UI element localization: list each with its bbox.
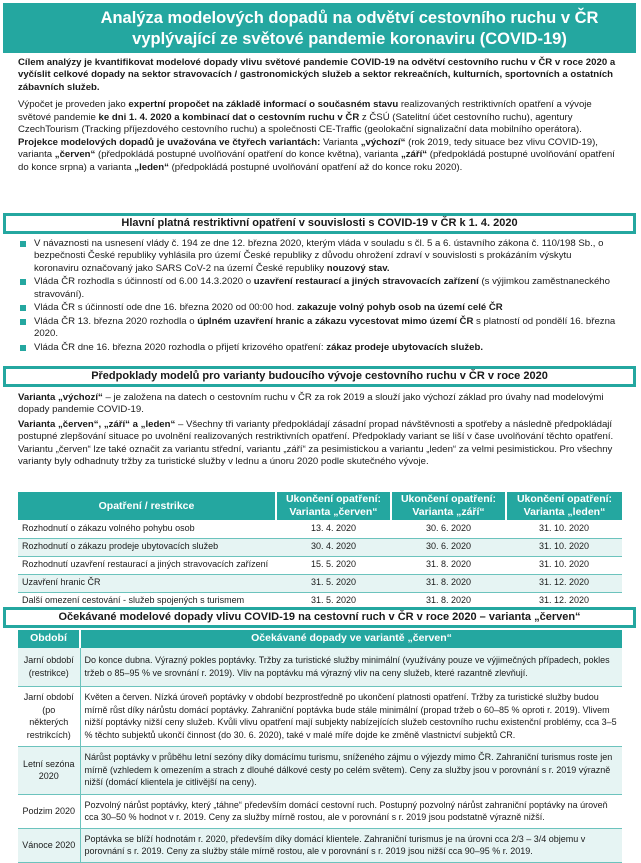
impact-cell: Pozvolný nárůst poptávky, který „táhne“ především domácí cestovní ruch. Postupný pozvolný nárůst zahraniční poptávky na úroveň cca 30–50 % hodnot v r. 2019. Ceny za služby mírně rostou, ale v porovnání s r. 2019 jsou podstatně výrazně nižší. <box>80 794 622 828</box>
t: nouzový stav. <box>326 262 390 274</box>
t: zákaz prodeje ubytovacích služeb. <box>326 341 484 353</box>
table-row <box>18 556 622 574</box>
t: Projekce modelových dopadů je uvažována ve čtyřech variantách: <box>18 136 321 148</box>
cell: Uzavření hranic ČR <box>18 574 276 592</box>
col-header: Opatření / restrikce <box>18 492 276 520</box>
table-row <box>18 574 622 592</box>
title-line-2: vyplývající ze světové pandemie koronaviru (COVID-19) <box>132 30 567 48</box>
cell: 31. 10. 2020 <box>506 538 622 556</box>
assumption-baseline <box>18 392 618 417</box>
t: z ČSÚ (Satelitní účet cestovního ruchu), agentury CzechTourism (Tracking příjezdového cestovního ruchu) a společnosti CE-Traffic (geolokační signalizační data mobilního operátora). <box>18 111 582 136</box>
impact-cell: Květen a červen. Nízká úroveň poptávky v období bezprostředně po ukončení platnosti opatření. Tržby za turistické služby budou mírně růst díky nárůstu domácí poptávky. Zahraniční poptávka bude stále minimální (propad tržeb o 60–85 % oproti r. 2019). Vlivem nižší poptávky nižší ceny služeb. Kvůli vlivu opatření mají subjekty nabízejících služeb cestovního ruchu existenční problémy, cca 3–5 % těchto subjektů ukončí činnost (do 30. 6. 2020), také v malé míře dojde ke změně vlastnictví subjektů CR. <box>80 686 622 746</box>
t: Varianta „výchozí“ <box>18 392 103 403</box>
t: s platností od pondělí 16. března 2020. <box>34 315 616 340</box>
cell: 15. 5. 2020 <box>276 556 391 574</box>
col-header: Ukončení opatření: Varianta „červen“ <box>276 492 391 520</box>
cell: Rozhodnutí o zákazu volného pohybu osob <box>18 520 276 538</box>
t: „výchozí“ <box>360 136 406 148</box>
cell: 31. 5. 2020 <box>276 574 391 592</box>
t: expertní propočet na základě informací o současném stavu <box>128 99 399 111</box>
t: uzavření restaurací a jiných stravovacích zařízení <box>253 276 479 288</box>
period-cell: Jarní období (po některých restrikcích) <box>18 686 80 746</box>
t: „červen“ <box>54 149 96 161</box>
cell: 31. 10. 2020 <box>506 520 622 538</box>
intro-goal: Cílem analýzy je kvantifikovat modelové dopady vlivu světové pandemie COVID-19 na odvětví cestovního ruchu v ČR v roce 2020 a vyčíslit celkové dopady na sektor stravovacích / gastronomických služeb a sektor rekreačních, kulturních, sportovních a ostatních zábavních služeb. <box>18 57 616 93</box>
table-row <box>18 538 622 556</box>
t: realizovaných restriktivních opatření a vývoje světové pandemie <box>18 99 592 123</box>
list-item <box>18 316 618 341</box>
assumption-variants <box>18 419 618 469</box>
cell: 31. 12. 2020 <box>506 574 622 592</box>
table-row <box>18 686 622 746</box>
table-row <box>18 794 622 828</box>
cell: 31. 8. 2020 <box>391 592 506 610</box>
assumptions-text <box>18 392 618 469</box>
cell: 31. 8. 2020 <box>391 574 506 592</box>
t: Vláda ČR dne 16. března 2020 rozhodla o přijetí krizového opatření: <box>34 341 327 353</box>
list-item <box>18 342 618 354</box>
table-row <box>18 828 622 862</box>
document-title-banner <box>3 3 636 53</box>
table-row <box>18 648 622 686</box>
t: Vláda ČR s účinností ode dne 16. března 2020 od 00:00 hod. <box>34 302 297 314</box>
cell: Další omezení cestování - služeb spojených s turismem <box>18 592 276 610</box>
title-line-1: Analýza modelových dopadů na odvětví cestovního ruchu v ČR <box>100 9 599 27</box>
restrictions-list <box>18 238 618 355</box>
t: Vláda ČR rozhodla s účinností od 6.00 14.3.2020 o <box>34 276 254 288</box>
intro-method <box>18 99 624 174</box>
col-header: Období <box>18 630 80 648</box>
t: – Všechny tři varianty předpokládají zásadní propad návštěvnosti a spotřeby a následně předpokládají postupné zlepšování situace po uvolnění realizovaných restriktivních opatření. Předpoklady variant se liší v čase uvolňování těchto opatření. Variantu „červen“ lze také označit za variantu střední, variantu „září“ za pesimistickou a variantu „leden“ za velmi pesimistickou. Pro všechny varianty byly odhadnuty tržby za turistické služby v lednu a únoru 2020 podle skutečného vývoje. <box>18 418 614 468</box>
col-header: Ukončení opatření: Varianta „leden“ <box>506 492 622 520</box>
t: Vláda ČR 13. března 2020 rozhodla o <box>34 315 198 327</box>
t: V návaznosti na usnesení vlády č. 194 ze dne 12. března 2020, kterým vláda v souladu s čl. 5 a 6. ústavního zákona č. 110/198 Sb., o bezpečnosti České republiky vyhlásila pro území České republiky z důvodu ohrožení zdraví v souvislosti s prokázáním výskytu koronaviru označovaný jako SARS CoV-2 na území České republiky <box>34 238 604 274</box>
t: (předpokládá postupné uvolňování opatření až do konce roku 2020). <box>168 161 463 173</box>
t: Výpočet je proveden jako <box>18 99 129 111</box>
list-item <box>18 238 618 275</box>
list-item <box>18 276 618 301</box>
cell: 13. 4. 2020 <box>276 520 391 538</box>
cell: 30. 6. 2020 <box>391 538 506 556</box>
t: ke dni 1. 4. 2020 a kombinací dat o cestovním ruchu v ČR <box>98 111 360 123</box>
table-row <box>18 746 622 794</box>
impact-cell: Nárůst poptávky v průběhu letní sezóny díky domácímu turismu, sníženého zájmu o výjezdy mimo ČR. Zahraniční turismus roste jen mírně (vzhledem k omezením a strach z dlouhé dálkové cesty po celém světem). Ceny za služby jsou v porovnání s r. 2019 výrazně nižší (domácí klientela je citlivější na ceny). <box>80 746 622 794</box>
impact-cell: Do konce dubna. Výrazný pokles poptávky. Tržby za turistické služby minimální (využívány pouze ve výjimečných případech, pokles tržeb o 85–95 % ve srovnání r. 2019). Vliv na poptávku má výrazný vliv na ceny služeb, které razantně zlevňují. <box>80 648 622 686</box>
t: „září“ <box>400 149 428 161</box>
impact-cell: Poptávka se blíží hodnotám r. 2020, především díky domácí klientele. Zahraniční turismus je na úrovni cca 2/3 – 3/4 objemu v porovnání s r. 2019. Ceny za služby stále mírně rostou, ale v porovnání s r. 2019 jsou nižší cca 90–95 % r. 2019. <box>80 828 622 862</box>
period-cell: Letní sezóna 2020 <box>18 746 80 794</box>
t: Varianta „červen“, „září“ a „leden“ <box>18 418 176 430</box>
t: – je založena na datech o cestovním ruchu v ČR za rok 2019 a slouží jako výchozí základ pro úvahy nad modelovými dopady pandemie COVID-19. <box>18 392 604 416</box>
cell: 30. 4. 2020 <box>276 538 391 556</box>
section-impacts-title: Očekávané modelové dopady vlivu COVID-19 na cestovní ruch v ČR v roce 2020 – varianta „červen“ <box>3 607 636 628</box>
t: úplném uzavření hranic a zákazu vycestovat mimo území ČR <box>197 315 474 327</box>
period-cell: Jarní období (restrikce) <box>18 648 80 686</box>
t: zakazuje volný pohyb osob na území celé ČR <box>296 302 503 314</box>
intro <box>18 57 624 179</box>
t: (s výjimkou zaměstnaneckého stravování). <box>34 276 610 300</box>
cell: 31. 8. 2020 <box>391 556 506 574</box>
period-cell: Podzim 2020 <box>18 794 80 828</box>
cell: Rozhodnutí o zákazu prodeje ubytovacích služeb <box>18 538 276 556</box>
t: (rok 2019, tedy situace bez vlivu COVID-19), varianta <box>18 136 598 161</box>
table-row <box>18 520 622 538</box>
t: (předpokládá postupné uvolňování opatření do konce května), varianta <box>95 149 401 161</box>
cell: 31. 10. 2020 <box>506 556 622 574</box>
list-item <box>18 302 618 314</box>
impacts-table <box>18 630 622 863</box>
cell: 31. 5. 2020 <box>276 592 391 610</box>
t: (předpokládá postupné uvolňování opatření do konce srpna) a varianta <box>18 149 615 173</box>
restrictions-end-table <box>18 492 622 611</box>
t: Varianta <box>320 136 361 148</box>
cell: 30. 6. 2020 <box>391 520 506 538</box>
section-restrictions-title: Hlavní platná restriktivní opatření v souvislosti s COVID-19 v ČR k 1. 4. 2020 <box>3 213 636 234</box>
cell: 31. 12. 2020 <box>506 592 622 610</box>
section-assumptions-title: Předpoklady modelů pro varianty budoucího vývoje cestovního ruchu v ČR v roce 2020 <box>3 366 636 387</box>
period-cell: Vánoce 2020 <box>18 828 80 862</box>
cell: Rozhodnutí uzavření restaurací a jiných stravovacích zařízení <box>18 556 276 574</box>
t: „leden“ <box>134 161 169 173</box>
col-header: Očekávané dopady ve variantě „červen“ <box>80 630 622 648</box>
col-header: Ukončení opatření: Varianta „září“ <box>391 492 506 520</box>
